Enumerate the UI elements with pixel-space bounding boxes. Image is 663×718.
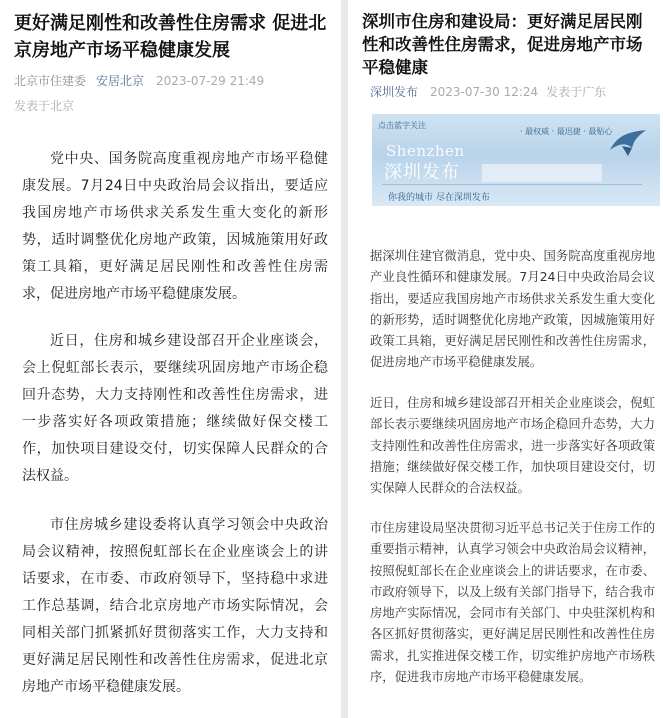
bird-logo-icon xyxy=(608,128,648,158)
account-banner-image xyxy=(372,114,660,206)
article-title: 深圳市住房和建设局：更好满足居民刚性和改善性住房需求，促进房地产市场平稳健康 xyxy=(362,12,643,77)
article-meta xyxy=(370,84,606,100)
banner-tags: · 最权威 · 最迅捷 · 最贴心 xyxy=(520,127,613,136)
paragraph: 近日，住房和城乡建设部召开企业座谈会，会上倪虹部长表示，要继续巩固房地产市场企稳回升态势，大力支持刚性和改善性住房需求，进一步落实好各项政策措施；继续做好保交楼工作，加快项目建设交付，切实保障人民群众的合法权益。 xyxy=(22,333,328,484)
paragraph: 近日，住房和城乡建设部召开相关企业座谈会，倪虹部长表示要继续巩固房地产市场企稳回升态势，大力支持刚性和改善性住房需求，进一步落实好各项政策措施；继续做好保交楼工作，加快项目建设交付，切实保障人民群众的合法权益。 xyxy=(370,396,655,496)
paragraph: 市住房城乡建设委将认真学习领会中央政治局会议精神，按照倪虹部长在企业座谈会上的讲话要求，在市委、市政府领导下，坚持稳中求进工作总基调，结合北京房地产市场实际情况，会同相关部门抓紧抓好贯彻落实工作，大力支持和更好满足居民刚性和改善性住房需求，促进北京房地产市场平稳健康发展。 xyxy=(22,517,328,695)
account-link[interactable]: 安居北京 xyxy=(96,74,145,88)
banner-cn-name: 深圳发布 xyxy=(384,162,460,183)
banner-divider xyxy=(382,184,642,185)
article-shenzhen xyxy=(348,0,663,718)
publish-location: 发表于北京 xyxy=(14,99,75,113)
publish-time: 2023-07-29 21:49 xyxy=(156,74,265,88)
article-title: 更好满足刚性和改善性住房需求 促进北京房地产市场平稳健康发展 xyxy=(14,13,327,61)
banner-skyline xyxy=(482,164,602,182)
banner-subtitle: 你我的城市 尽在深圳发布 xyxy=(388,193,490,203)
author-source: 北京市住建委 xyxy=(14,74,87,88)
publish-time: 2023-07-30 12:24 xyxy=(430,85,539,99)
paragraph: 据深圳住建官微消息，党中央、国务院高度重视房地产业良性循环和健康发展。7月24日中央政治局会议指出，要适应我国房地产市场供求关系发生重大变化的新形势，适时调整优化房地产政策，因城施策用好政策工具箱，更好满足居民刚性和改善性住房需求，促进房地产市场平稳健康发展。 xyxy=(370,249,655,370)
publish-location: 发表于广东 xyxy=(546,85,607,99)
account-link[interactable]: 深圳发布 xyxy=(370,85,419,99)
article-meta xyxy=(14,73,264,89)
banner-follow-text: 点击蓝字关注 xyxy=(378,121,426,130)
banner-en-name: Shenzhen xyxy=(386,142,465,160)
paragraph: 市住房建设局坚决贯彻习近平总书记关于住房工作的重要指示精神，认真学习领会中央政治局会议精神，按照倪虹部长在企业座谈会上的讲话要求，在市委、市政府领导下，以及上级有关部门指导下，结合我市房地产实际情况，会同市有关部门、中央驻深机构和各区抓好贯彻落实，更好满足居民刚性和改善性住房需求，扎实推进保交楼工作，切实维护房地产市场秩序，促进我市房地产市场平稳健康发展。 xyxy=(370,521,655,685)
paragraph: 党中央、国务院高度重视房地产市场平稳健康发展。7月24日中央政治局会议指出，要适应我国房地产市场供求关系发生重大变化的新形势，适时调整优化房地产政策，因城施策用好政策工具箱，更好满足居民刚性和改善性住房需求，促进房地产市场平稳健康发展。 xyxy=(22,151,328,302)
